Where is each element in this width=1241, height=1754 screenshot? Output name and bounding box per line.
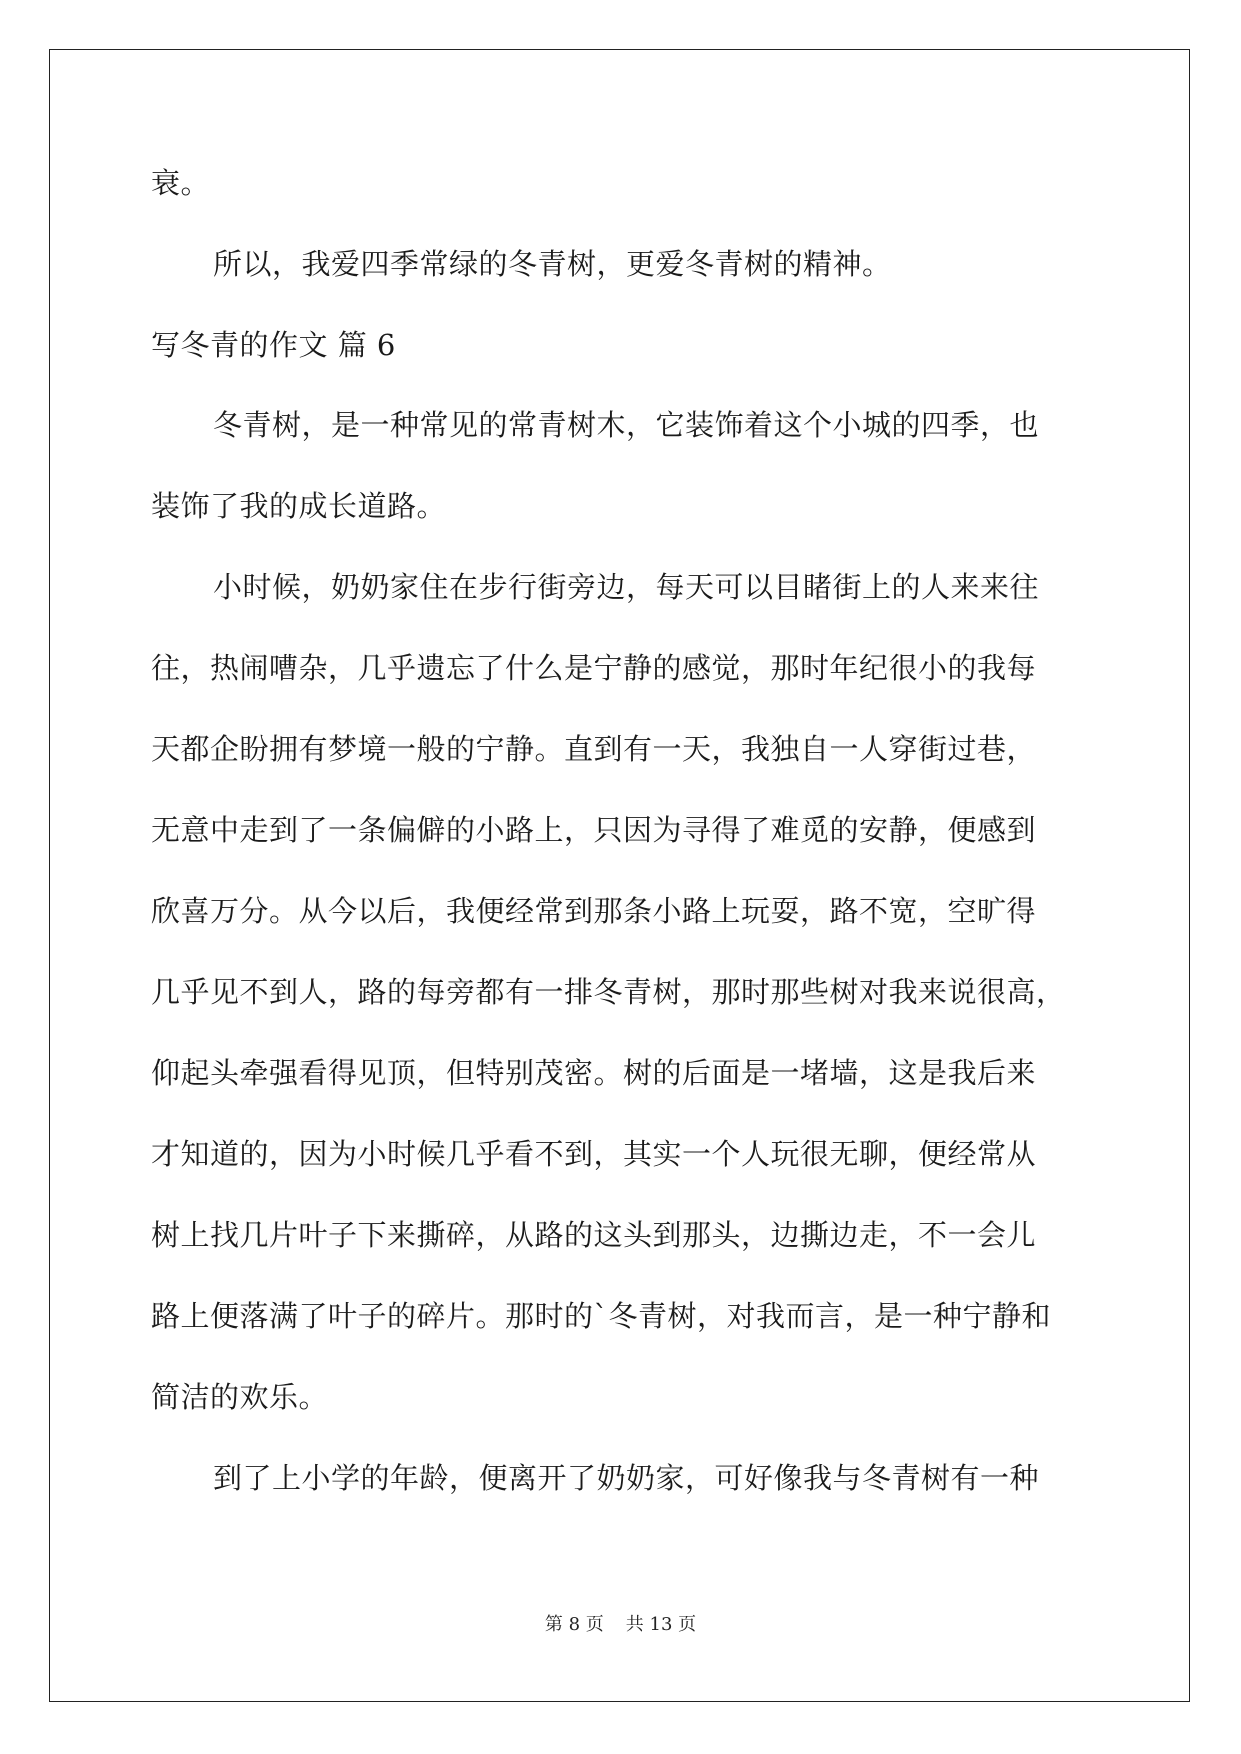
paragraph-line: 无意中走到了一条偏僻的小路上，只因为寻得了难觅的安静，便感到 — [151, 813, 1037, 847]
paragraph-line: 路上便落满了叶子的碎片。那时的`冬青树，对我而言，是一种宁静和 — [151, 1299, 1052, 1333]
page-footer — [0, 1610, 1241, 1636]
paragraph-line: 仰起头牵强看得见顶，但特别茂密。树的后面是一堵墙，这是我后来 — [151, 1056, 1037, 1090]
paragraph-line: 天都企盼拥有梦境一般的宁静。直到有一天，我独自一人穿街过巷， — [151, 732, 1037, 766]
paragraph-line: 简洁的欢乐。 — [151, 1380, 329, 1414]
paragraph-line: 装饰了我的成长道路。 — [151, 489, 447, 523]
paragraph-line: 小时候，奶奶家住在步行街旁边，每天可以目睹街上的人来来往 — [213, 570, 1040, 604]
page-border — [49, 49, 1190, 1702]
paragraph-line: 所以，我爱四季常绿的冬青树，更爱冬青树的精神。 — [213, 247, 892, 281]
paragraph-line: 树上找几片叶子下来撕碎，从路的这头到那头，边撕边走，不一会儿 — [151, 1218, 1037, 1252]
page-number-total: 共 13 页 — [625, 1614, 697, 1635]
section-heading: 写冬青的作文 篇 6 — [151, 328, 396, 362]
paragraph-line: 到了上小学的年龄，便离开了奶奶家，可好像我与冬青树有一种 — [213, 1461, 1040, 1495]
paragraph-line: 才知道的，因为小时候几乎看不到，其实一个人玩很无聊，便经常从 — [151, 1137, 1037, 1171]
paragraph-line: 冬青树，是一种常见的常青树木，它装饰着这个小城的四季，也 — [213, 408, 1040, 442]
paragraph-line: 衰。 — [151, 166, 211, 200]
paragraph-line: 几乎见不到人，路的每旁都有一排冬青树，那时那些树对我来说很高， — [151, 975, 1066, 1009]
paragraph-line: 欣喜万分。从今以后，我便经常到那条小路上玩耍，路不宽，空旷得 — [151, 894, 1037, 928]
paragraph-line: 往，热闹嘈杂，几乎遗忘了什么是宁静的感觉，那时年纪很小的我每 — [151, 651, 1037, 685]
page-number-current: 第 8 页 — [544, 1614, 604, 1635]
